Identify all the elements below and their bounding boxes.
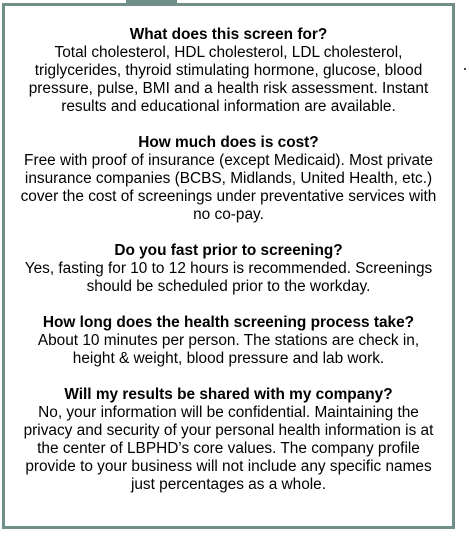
faq-question: How long does the health screening process take? xyxy=(42,314,415,331)
faq-answer: Yes, fasting for 10 to 12 hours is recommended. Screenings should be scheduled prior to the workday. xyxy=(24,260,433,295)
faq-question: Do you fast prior to screening? xyxy=(114,242,343,259)
faq-item-screens-for xyxy=(13,26,444,116)
faq-answer: About 10 minutes per person. The stations are check in, height & weight, blood pressure and lab work. xyxy=(37,332,420,367)
faq-question: How much does is cost? xyxy=(138,134,319,151)
faq-item-results-shared xyxy=(13,386,444,494)
stray-dot-mark xyxy=(464,68,466,70)
faq-question: What does this screen for? xyxy=(129,26,328,43)
faq-item-duration xyxy=(13,314,444,368)
faq-question: Will my results be shared with my company? xyxy=(64,386,393,403)
faq-answer: No, your information will be confidential. Maintaining the privacy and security of your personal health information is at the center of LBPHD’s core values. The company profile provide to your business will not include any specific names just percentages as a whole. xyxy=(23,404,434,493)
faq-box xyxy=(2,3,455,529)
faq-answer: Total cholesterol, HDL cholesterol, LDL cholesterol, triglycerides, thyroid stimulating hormone, glucose, blood pressure, pulse, BMI and a health risk assessment. Instant results and educational information are available. xyxy=(28,44,429,115)
faq-answer: Free with proof of insurance (except Medicaid). Most private insurance companies (BCBS, Midlands, United Health, etc.) cover the cost of screenings under preventative services with no co-pay. xyxy=(20,152,437,223)
faq-item-cost xyxy=(13,134,444,224)
faq-item-fasting xyxy=(13,242,444,296)
